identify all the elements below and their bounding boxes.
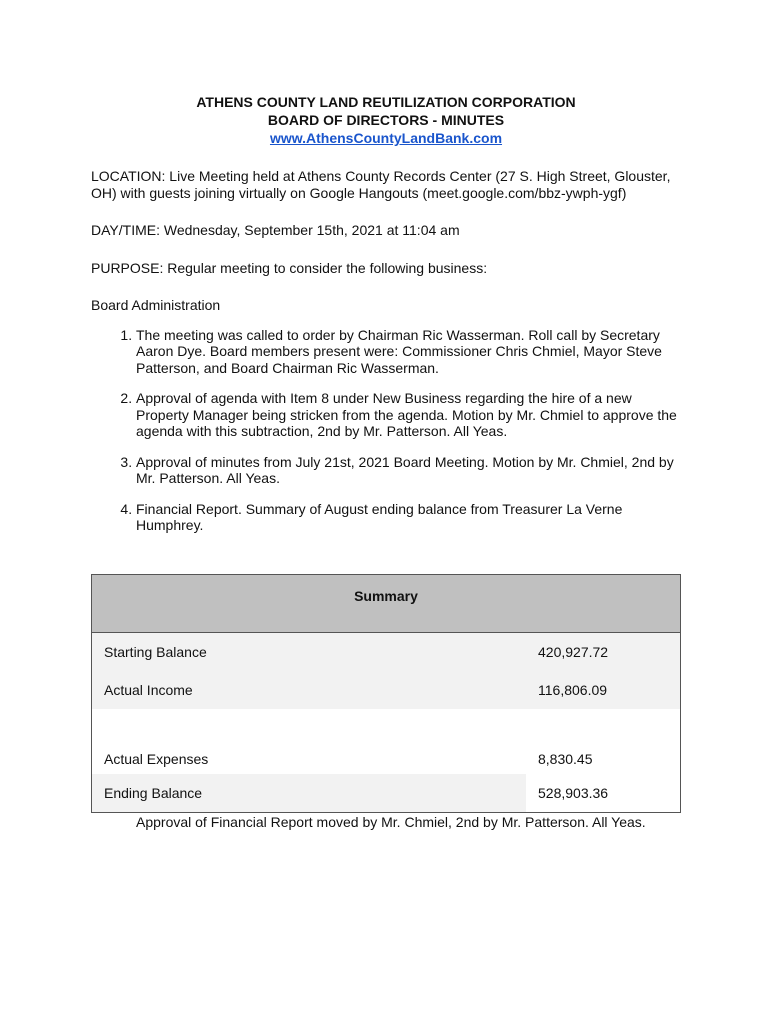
- table-row: [92, 774, 681, 813]
- table-row: [92, 633, 681, 672]
- approval-text: Approval of Financial Report moved by Mr. Chmiel, 2nd by Mr. Patterson. All Yeas.: [136, 814, 646, 830]
- org-name: ATHENS COUNTY LAND REUTILIZATION CORPORATION: [196, 94, 576, 110]
- list-item: 3. Approval of minutes from July 21st, 2021 Board Meeting. Motion by Mr. Chmiel, 2nd by Mr. Patterson. All Yeas.: [136, 454, 681, 487]
- minutes-document: [91, 93, 681, 548]
- purpose-text: PURPOSE: Regular meeting to consider the following business:: [91, 259, 488, 276]
- row-value: 528,903.36: [538, 784, 609, 801]
- list-item: 2. Approval of agenda with Item 8 under New Business regarding the hire of a new Property Manager being stricken from the agenda. Motion by Mr. Chmiel to approve the agenda with this subtraction, 2nd by Mr. Patterson. All Yeas.: [136, 390, 681, 440]
- website-link[interactable]: www.AthensCountyLandBank.com: [269, 130, 503, 146]
- row-label: Starting Balance: [92, 633, 527, 672]
- row-label: Actual Expenses: [104, 750, 209, 767]
- table-row: [92, 709, 681, 774]
- summary-header: Summary: [92, 575, 681, 633]
- agenda-list: [91, 327, 681, 534]
- row-value: 420,927.72: [526, 633, 681, 672]
- document-title: BOARD OF DIRECTORS - MINUTES: [267, 112, 505, 128]
- table-row: [92, 671, 681, 709]
- row-label: Actual Income: [92, 671, 527, 709]
- section-heading: Board Administration: [91, 297, 221, 313]
- list-item: 1. The meeting was called to order by Chairman Ric Wasserman. Roll call by Secretary Aaron Dye. Board members present were: Commissioner Chris Chmiel, Mayor Steve Patterson, and Board Chairman Ric Wasserman.: [136, 327, 681, 377]
- datetime-text: DAY/TIME: Wednesday, September 15th, 2021 at 11:04 am: [91, 222, 460, 238]
- summary-table: [91, 574, 681, 813]
- row-label: Ending Balance: [92, 774, 527, 813]
- list-item: 4. Financial Report. Summary of August ending balance from Treasurer La Verne Humphrey.: [136, 501, 681, 534]
- location-text: LOCATION: Live Meeting held at Athens County Records Center (27 S. High Street, Glouster, OH) with guests joining virtually on Google Hangouts (meet.google.com/bbz-ywph-ygf): [91, 168, 671, 201]
- row-value: 8,830.45: [538, 750, 593, 767]
- row-value: 116,806.09: [526, 671, 681, 709]
- document-header: [91, 93, 681, 147]
